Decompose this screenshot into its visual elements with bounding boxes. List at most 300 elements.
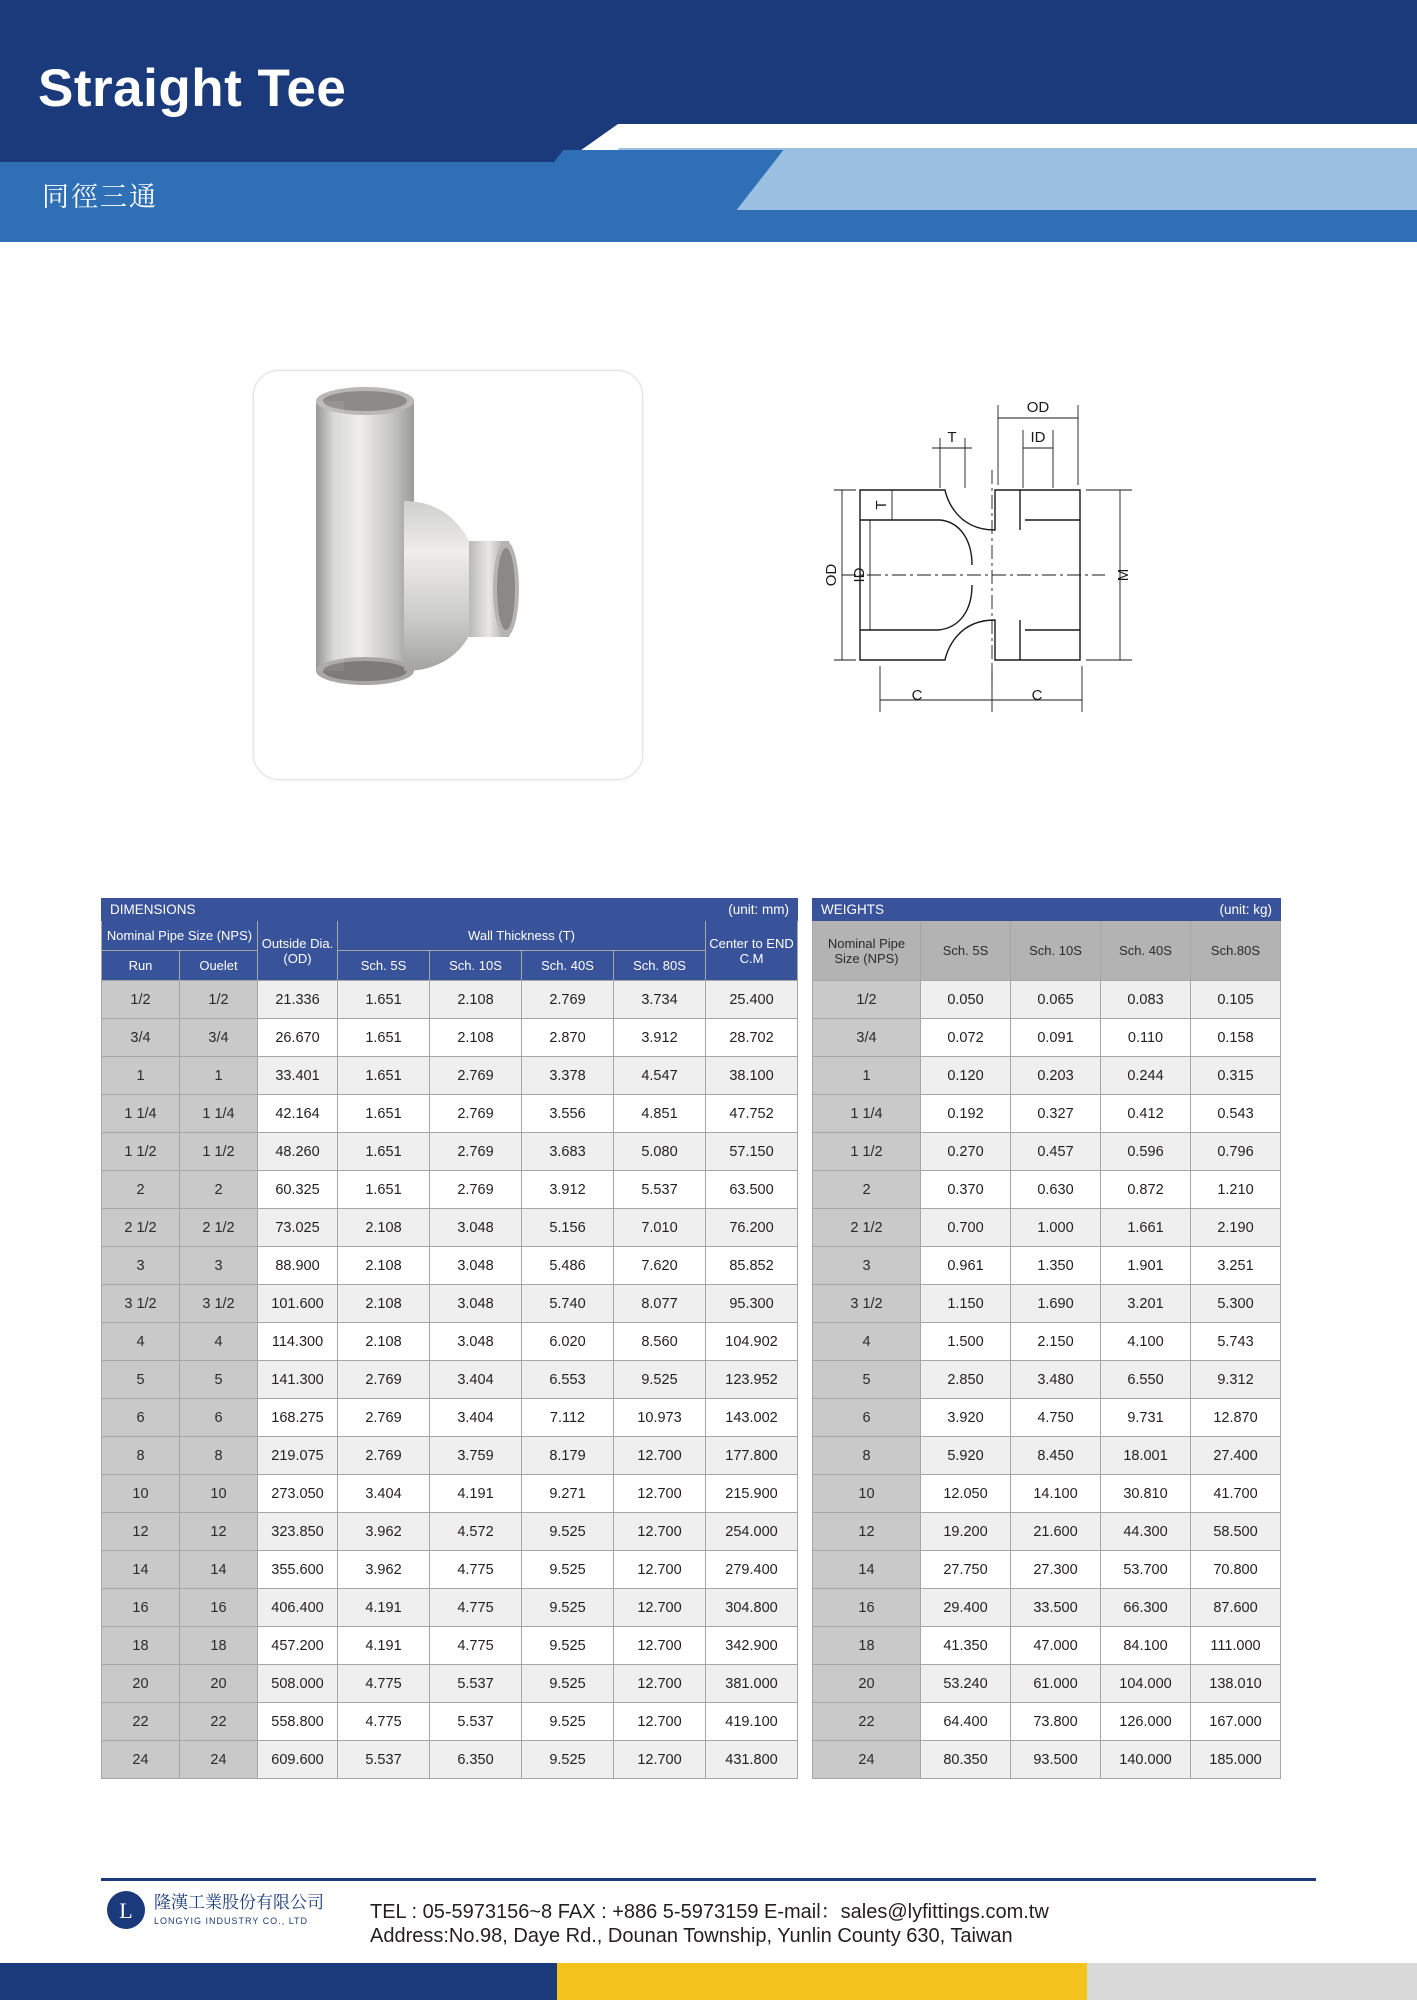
cell-value: 9.525 — [522, 1589, 614, 1627]
cell-value: 2.769 — [338, 1437, 430, 1475]
cell-value: 104.902 — [706, 1323, 798, 1361]
dimensions-table-body — [102, 981, 798, 1779]
svg-text:T: T — [947, 429, 957, 446]
specification-tables — [101, 898, 1281, 1779]
dimensions-header-wall: Wall Thickness (T) — [338, 921, 706, 951]
table-row — [102, 1551, 798, 1589]
weights-table — [812, 898, 1281, 1779]
table-row — [102, 1513, 798, 1551]
cell-value: 5.920 — [921, 1437, 1011, 1475]
cell-value: 6.350 — [430, 1741, 522, 1779]
cell-value: 21.336 — [258, 981, 338, 1019]
cell-value: 64.400 — [921, 1703, 1011, 1741]
cell-nps: 5 — [180, 1361, 258, 1399]
cell-value: 3.759 — [430, 1437, 522, 1475]
cell-value: 10.973 — [614, 1399, 706, 1437]
cell-value: 53.240 — [921, 1665, 1011, 1703]
dimensions-col-sch40s: Sch. 40S — [522, 951, 614, 981]
svg-text:L: L — [119, 1898, 133, 1923]
page-header — [0, 0, 1417, 238]
cell-nps: 1 — [102, 1057, 180, 1095]
cell-value: 4.750 — [1011, 1399, 1101, 1437]
cell-value: 1.210 — [1191, 1171, 1281, 1209]
svg-text:隆漢工業股份有限公司: 隆漢工業股份有限公司 — [154, 1893, 324, 1912]
dimensions-col-sch5s: Sch. 5S — [338, 951, 430, 981]
cell-value: 9.525 — [522, 1627, 614, 1665]
cell-value: 2.870 — [522, 1019, 614, 1057]
cell-value: 1.651 — [338, 1019, 430, 1057]
cell-value: 12.870 — [1191, 1399, 1281, 1437]
cell-value: 41.700 — [1191, 1475, 1281, 1513]
table-row — [813, 1437, 1281, 1475]
cell-nps: 8 — [813, 1437, 921, 1475]
cell-nps: 1/2 — [102, 981, 180, 1019]
cell-value: 4.191 — [430, 1475, 522, 1513]
cell-value: 3.480 — [1011, 1361, 1101, 1399]
cell-value: 5.537 — [430, 1703, 522, 1741]
cell-value: 33.401 — [258, 1057, 338, 1095]
cell-value: 9.525 — [522, 1703, 614, 1741]
table-row — [813, 1057, 1281, 1095]
cell-nps: 16 — [813, 1589, 921, 1627]
cell-nps: 3/4 — [180, 1019, 258, 1057]
cell-nps: 3 1/2 — [102, 1285, 180, 1323]
cell-value: 29.400 — [921, 1589, 1011, 1627]
cell-value: 167.000 — [1191, 1703, 1281, 1741]
cell-nps: 1 1/4 — [102, 1095, 180, 1133]
svg-text:OD: OD — [823, 563, 840, 587]
cell-value: 12.700 — [614, 1627, 706, 1665]
cell-value: 111.000 — [1191, 1627, 1281, 1665]
cell-nps: 5 — [813, 1361, 921, 1399]
cell-nps: 8 — [102, 1437, 180, 1475]
table-row — [813, 981, 1281, 1019]
cell-value: 9.271 — [522, 1475, 614, 1513]
weights-table-wrapper — [812, 898, 1281, 1779]
dimensions-col-sch10s: Sch. 10S — [430, 951, 522, 981]
cell-value: 42.164 — [258, 1095, 338, 1133]
cell-value: 8.560 — [614, 1323, 706, 1361]
cell-nps: 2 1/2 — [102, 1209, 180, 1247]
cell-value: 27.750 — [921, 1551, 1011, 1589]
cell-value: 7.010 — [614, 1209, 706, 1247]
cell-value: 1.651 — [338, 1133, 430, 1171]
cell-value: 0.120 — [921, 1057, 1011, 1095]
cell-value: 57.150 — [706, 1133, 798, 1171]
cell-value: 0.872 — [1101, 1171, 1191, 1209]
cell-value: 12.700 — [614, 1703, 706, 1741]
cell-value: 88.900 — [258, 1247, 338, 1285]
cell-value: 0.065 — [1011, 981, 1101, 1019]
cell-value: 342.900 — [706, 1627, 798, 1665]
cell-value: 73.025 — [258, 1209, 338, 1247]
table-row — [102, 1741, 798, 1779]
footer-contact: TEL : 05-5973156~8 FAX : +886 5-5973159 E-mail：sales@lyfittings.com.tw — [370, 1901, 1049, 1923]
table-row — [102, 1361, 798, 1399]
cell-value: 168.275 — [258, 1399, 338, 1437]
header-blue-accent — [517, 150, 784, 210]
cell-nps: 20 — [180, 1665, 258, 1703]
cell-value: 143.002 — [706, 1399, 798, 1437]
cell-value: 63.500 — [706, 1171, 798, 1209]
cell-value: 123.952 — [706, 1361, 798, 1399]
cell-value: 254.000 — [706, 1513, 798, 1551]
table-row — [813, 1285, 1281, 1323]
cell-value: 76.200 — [706, 1209, 798, 1247]
table-row — [813, 1551, 1281, 1589]
cell-value: 38.100 — [706, 1057, 798, 1095]
cell-nps: 10 — [102, 1475, 180, 1513]
cell-value: 2.108 — [338, 1323, 430, 1361]
cell-value: 126.000 — [1101, 1703, 1191, 1741]
cell-value: 12.700 — [614, 1589, 706, 1627]
cell-value: 58.500 — [1191, 1513, 1281, 1551]
cell-value: 141.300 — [258, 1361, 338, 1399]
cell-value: 2.769 — [430, 1095, 522, 1133]
cell-value: 61.000 — [1011, 1665, 1101, 1703]
cell-nps: 2 — [813, 1171, 921, 1209]
cell-value: 3.962 — [338, 1551, 430, 1589]
table-row — [102, 1171, 798, 1209]
cell-value: 0.370 — [921, 1171, 1011, 1209]
cell-value: 87.600 — [1191, 1589, 1281, 1627]
table-row — [102, 1285, 798, 1323]
cell-value: 9.525 — [614, 1361, 706, 1399]
cell-value: 84.100 — [1101, 1627, 1191, 1665]
cell-nps: 5 — [102, 1361, 180, 1399]
cell-value: 25.400 — [706, 981, 798, 1019]
cell-value: 3.962 — [338, 1513, 430, 1551]
cell-nps: 3 — [813, 1247, 921, 1285]
cell-value: 5.300 — [1191, 1285, 1281, 1323]
cell-value: 1.350 — [1011, 1247, 1101, 1285]
svg-text:ID: ID — [1030, 429, 1046, 446]
table-row — [102, 1475, 798, 1513]
cell-value: 4.775 — [430, 1551, 522, 1589]
table-row — [102, 1665, 798, 1703]
cell-value: 12.700 — [614, 1665, 706, 1703]
cell-value: 8.077 — [614, 1285, 706, 1323]
cell-value: 4.775 — [430, 1627, 522, 1665]
cell-value: 6.550 — [1101, 1361, 1191, 1399]
cell-value: 381.000 — [706, 1665, 798, 1703]
dimensions-header-nps: Nominal Pipe Size (NPS) — [102, 921, 258, 951]
cell-nps: 22 — [813, 1703, 921, 1741]
cell-nps: 18 — [102, 1627, 180, 1665]
cell-nps: 1 1/4 — [180, 1095, 258, 1133]
technical-drawing — [820, 370, 1290, 740]
cell-value: 3.404 — [430, 1361, 522, 1399]
cell-nps: 1 1/2 — [180, 1133, 258, 1171]
cell-value: 558.800 — [258, 1703, 338, 1741]
cell-value: 0.110 — [1101, 1019, 1191, 1057]
table-row — [102, 1703, 798, 1741]
cell-nps: 16 — [180, 1589, 258, 1627]
cell-value: 95.300 — [706, 1285, 798, 1323]
weights-col-sch5s: Sch. 5S — [921, 921, 1011, 981]
cell-nps: 22 — [102, 1703, 180, 1741]
cell-value: 53.700 — [1101, 1551, 1191, 1589]
cell-value: 19.200 — [921, 1513, 1011, 1551]
cell-value: 0.630 — [1011, 1171, 1101, 1209]
table-row — [813, 1019, 1281, 1057]
cell-value: 1.661 — [1101, 1209, 1191, 1247]
cell-value: 355.600 — [258, 1551, 338, 1589]
cell-value: 85.852 — [706, 1247, 798, 1285]
cell-nps: 1 1/2 — [813, 1133, 921, 1171]
table-row — [813, 1475, 1281, 1513]
cell-nps: 3 1/2 — [180, 1285, 258, 1323]
cell-value: 0.083 — [1101, 981, 1191, 1019]
cell-value: 101.600 — [258, 1285, 338, 1323]
table-row — [102, 1019, 798, 1057]
cell-value: 12.700 — [614, 1437, 706, 1475]
svg-text:LONGYIG INDUSTRY CO., LTD: LONGYIG INDUSTRY CO., LTD — [154, 1916, 309, 1926]
cell-nps: 8 — [180, 1437, 258, 1475]
cell-value: 0.072 — [921, 1019, 1011, 1057]
cell-value: 0.244 — [1101, 1057, 1191, 1095]
cell-nps: 24 — [180, 1741, 258, 1779]
cell-value: 2.108 — [430, 981, 522, 1019]
cell-value: 4.191 — [338, 1589, 430, 1627]
cell-value: 66.300 — [1101, 1589, 1191, 1627]
cell-value: 26.670 — [258, 1019, 338, 1057]
cell-value: 5.743 — [1191, 1323, 1281, 1361]
cell-value: 1.651 — [338, 1057, 430, 1095]
cell-nps: 3 — [180, 1247, 258, 1285]
cell-value: 406.400 — [258, 1589, 338, 1627]
svg-text:M: M — [1115, 568, 1132, 582]
cell-value: 1.690 — [1011, 1285, 1101, 1323]
cell-value: 5.156 — [522, 1209, 614, 1247]
cell-nps: 1 1/4 — [813, 1095, 921, 1133]
table-row — [102, 981, 798, 1019]
cell-value: 0.105 — [1191, 981, 1281, 1019]
footer-divider — [101, 1878, 1316, 1881]
dimensions-col-sch80s: Sch. 80S — [614, 951, 706, 981]
cell-value: 3.404 — [338, 1475, 430, 1513]
cell-value: 3.048 — [430, 1285, 522, 1323]
cell-value: 21.600 — [1011, 1513, 1101, 1551]
footer-bar-gray — [1087, 1963, 1417, 2000]
cell-value: 609.600 — [258, 1741, 338, 1779]
cell-value: 4.547 — [614, 1057, 706, 1095]
table-row — [102, 1589, 798, 1627]
cell-value: 0.050 — [921, 981, 1011, 1019]
cell-nps: 16 — [102, 1589, 180, 1627]
cell-value: 5.740 — [522, 1285, 614, 1323]
company-logo — [104, 1884, 354, 1942]
cell-value: 9.525 — [522, 1551, 614, 1589]
cell-value: 14.100 — [1011, 1475, 1101, 1513]
cell-nps: 6 — [813, 1399, 921, 1437]
cell-value: 3.920 — [921, 1399, 1011, 1437]
cell-value: 3.048 — [430, 1323, 522, 1361]
cell-value: 12.700 — [614, 1475, 706, 1513]
cell-value: 0.796 — [1191, 1133, 1281, 1171]
cell-value: 457.200 — [258, 1627, 338, 1665]
footer-color-bar — [0, 1963, 1417, 2000]
cell-value: 9.525 — [522, 1513, 614, 1551]
cell-nps: 14 — [102, 1551, 180, 1589]
table-row — [813, 1095, 1281, 1133]
page-subtitle: 同徑三通 — [42, 182, 158, 212]
cell-value: 6.020 — [522, 1323, 614, 1361]
svg-text:C: C — [1031, 687, 1043, 704]
cell-value: 0.961 — [921, 1247, 1011, 1285]
cell-nps: 22 — [180, 1703, 258, 1741]
cell-value: 9.312 — [1191, 1361, 1281, 1399]
cell-value: 3.378 — [522, 1057, 614, 1095]
cell-value: 5.080 — [614, 1133, 706, 1171]
cell-value: 0.192 — [921, 1095, 1011, 1133]
dimensions-header-center: Center to END C.M — [706, 921, 798, 981]
cell-nps: 10 — [813, 1475, 921, 1513]
cell-value: 138.010 — [1191, 1665, 1281, 1703]
footer-bar-yellow — [557, 1963, 1087, 2000]
cell-value: 0.457 — [1011, 1133, 1101, 1171]
cell-nps: 1 — [813, 1057, 921, 1095]
cell-value: 27.300 — [1011, 1551, 1101, 1589]
cell-value: 0.543 — [1191, 1095, 1281, 1133]
cell-value: 48.260 — [258, 1133, 338, 1171]
cell-nps: 1/2 — [813, 981, 921, 1019]
cell-nps: 10 — [180, 1475, 258, 1513]
dimensions-table — [101, 898, 798, 1779]
cell-nps: 12 — [180, 1513, 258, 1551]
cell-value: 33.500 — [1011, 1589, 1101, 1627]
cell-value: 114.300 — [258, 1323, 338, 1361]
cell-value: 0.327 — [1011, 1095, 1101, 1133]
cell-value: 3.404 — [430, 1399, 522, 1437]
dimensions-header-od: Outside Dia. (OD) — [258, 921, 338, 981]
cell-value: 1.651 — [338, 1095, 430, 1133]
dimensions-col-run: Run — [102, 951, 180, 981]
cell-value: 1.651 — [338, 1171, 430, 1209]
svg-text:ID: ID — [851, 567, 868, 583]
cell-nps: 2 — [180, 1171, 258, 1209]
cell-value: 1.500 — [921, 1323, 1011, 1361]
cell-value: 140.000 — [1101, 1741, 1191, 1779]
cell-value: 1.651 — [338, 981, 430, 1019]
cell-value: 80.350 — [921, 1741, 1011, 1779]
cell-nps: 6 — [102, 1399, 180, 1437]
cell-nps: 18 — [180, 1627, 258, 1665]
cell-value: 8.179 — [522, 1437, 614, 1475]
cell-value: 3.734 — [614, 981, 706, 1019]
cell-value: 215.900 — [706, 1475, 798, 1513]
cell-value: 177.800 — [706, 1437, 798, 1475]
cell-value: 2.190 — [1191, 1209, 1281, 1247]
weights-table-body — [813, 981, 1281, 1779]
cell-nps: 4 — [180, 1323, 258, 1361]
cell-value: 44.300 — [1101, 1513, 1191, 1551]
cell-nps: 3 1/2 — [813, 1285, 921, 1323]
table-row — [102, 1095, 798, 1133]
cell-nps: 1 — [180, 1057, 258, 1095]
cell-nps: 2 — [102, 1171, 180, 1209]
cell-value: 219.075 — [258, 1437, 338, 1475]
weights-col-sch10s: Sch. 10S — [1011, 921, 1101, 981]
table-row — [813, 1399, 1281, 1437]
cell-nps: 4 — [813, 1323, 921, 1361]
cell-value: 30.810 — [1101, 1475, 1191, 1513]
cell-nps: 6 — [180, 1399, 258, 1437]
weights-caption: WEIGHTS — [821, 902, 884, 917]
cell-value: 93.500 — [1011, 1741, 1101, 1779]
footer-address: Address:No.98, Daye Rd., Dounan Township, Yunlin County 630, Taiwan — [370, 1925, 1013, 1947]
cell-value: 4.572 — [430, 1513, 522, 1551]
cell-value: 0.596 — [1101, 1133, 1191, 1171]
dimensions-unit: (unit: mm) — [728, 902, 789, 917]
cell-value: 12.700 — [614, 1741, 706, 1779]
cell-value: 4.775 — [338, 1703, 430, 1741]
cell-nps: 4 — [102, 1323, 180, 1361]
cell-value: 7.112 — [522, 1399, 614, 1437]
cell-value: 2.108 — [338, 1285, 430, 1323]
cell-value: 60.325 — [258, 1171, 338, 1209]
cell-value: 2.108 — [338, 1209, 430, 1247]
cell-nps: 3/4 — [813, 1019, 921, 1057]
cell-value: 2.769 — [338, 1361, 430, 1399]
svg-text:T: T — [873, 500, 890, 510]
svg-text:OD: OD — [1026, 399, 1050, 416]
cell-value: 28.702 — [706, 1019, 798, 1057]
cell-value: 2.850 — [921, 1361, 1011, 1399]
table-row — [813, 1589, 1281, 1627]
cell-nps: 14 — [813, 1551, 921, 1589]
cell-value: 12.050 — [921, 1475, 1011, 1513]
table-row — [102, 1247, 798, 1285]
cell-value: 18.001 — [1101, 1437, 1191, 1475]
cell-value: 104.000 — [1101, 1665, 1191, 1703]
cell-value: 47.752 — [706, 1095, 798, 1133]
table-row — [813, 1665, 1281, 1703]
cell-value: 0.412 — [1101, 1095, 1191, 1133]
table-row — [813, 1247, 1281, 1285]
cell-value: 47.000 — [1011, 1627, 1101, 1665]
cell-value: 0.270 — [921, 1133, 1011, 1171]
cell-value: 6.553 — [522, 1361, 614, 1399]
table-row — [813, 1133, 1281, 1171]
svg-text:C: C — [911, 687, 923, 704]
dimensions-caption: DIMENSIONS — [110, 902, 196, 917]
table-row — [102, 1133, 798, 1171]
cell-nps: 20 — [813, 1665, 921, 1703]
cell-value: 5.537 — [614, 1171, 706, 1209]
table-row — [813, 1323, 1281, 1361]
cell-nps: 1 1/2 — [102, 1133, 180, 1171]
cell-value: 3.683 — [522, 1133, 614, 1171]
cell-value: 41.350 — [921, 1627, 1011, 1665]
cell-value: 185.000 — [1191, 1741, 1281, 1779]
cell-nps: 12 — [102, 1513, 180, 1551]
table-row — [813, 1741, 1281, 1779]
table-row — [813, 1171, 1281, 1209]
dimensions-table-wrapper — [101, 898, 798, 1779]
cell-value: 2.108 — [338, 1247, 430, 1285]
table-row — [813, 1361, 1281, 1399]
cell-nps: 1/2 — [180, 981, 258, 1019]
cell-value: 70.800 — [1191, 1551, 1281, 1589]
cell-value: 2.769 — [430, 1057, 522, 1095]
cell-nps: 2 1/2 — [813, 1209, 921, 1247]
cell-value: 3.912 — [522, 1171, 614, 1209]
cell-nps: 18 — [813, 1627, 921, 1665]
page-title: Straight Tee — [38, 59, 347, 118]
cell-value: 3.251 — [1191, 1247, 1281, 1285]
table-row — [102, 1057, 798, 1095]
